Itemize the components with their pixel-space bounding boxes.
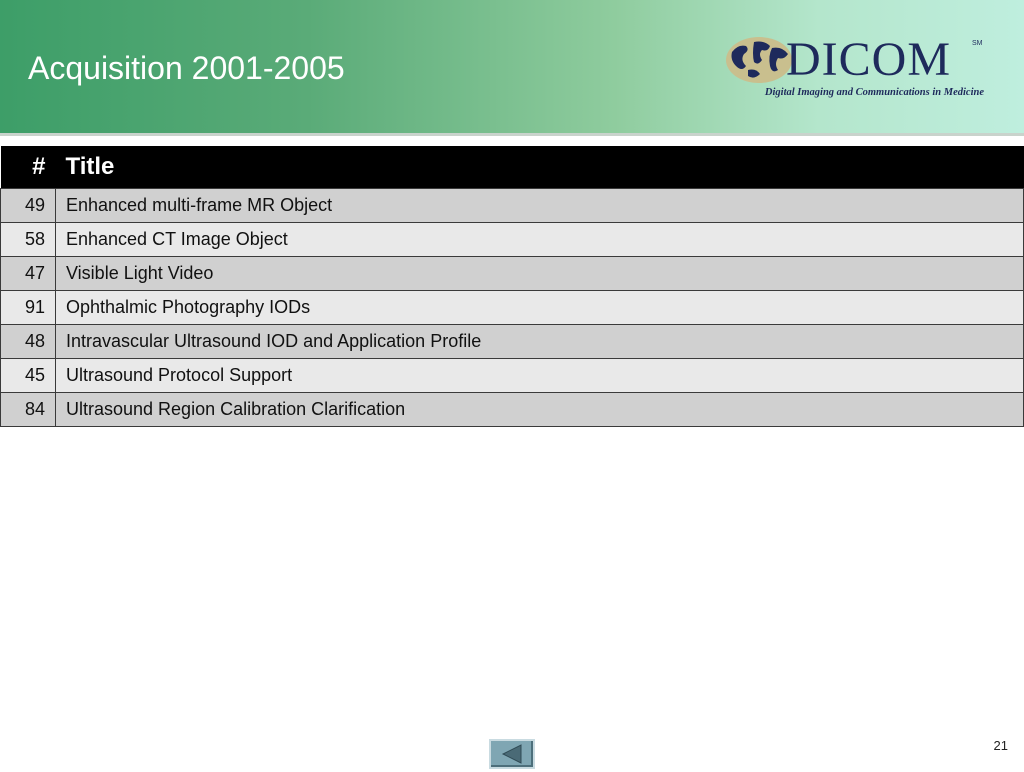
row-title: Visible Light Video: [56, 256, 1024, 290]
table-row: [1, 324, 1024, 358]
logo-wordmark: DICOM: [786, 33, 952, 86]
row-number: 91: [1, 290, 56, 324]
row-title: Enhanced multi-frame MR Object: [56, 188, 1024, 222]
back-arrow-icon: [491, 741, 533, 767]
row-number: 47: [1, 256, 56, 290]
table-row: [1, 392, 1024, 426]
row-title: Ophthalmic Photography IODs: [56, 290, 1024, 324]
row-number: 45: [1, 358, 56, 392]
row-title: Intravascular Ultrasound IOD and Application Profile: [56, 324, 1024, 358]
table-row: [1, 188, 1024, 222]
row-title: Enhanced CT Image Object: [56, 222, 1024, 256]
row-number: 58: [1, 222, 56, 256]
page-number: 21: [993, 738, 1008, 753]
acquisition-table: [0, 146, 1024, 427]
service-mark: SM: [972, 40, 983, 47]
row-number: 84: [1, 392, 56, 426]
column-header-title: Title: [56, 146, 1024, 188]
logo-tagline: Digital Imaging and Communications in Medicine: [764, 87, 984, 98]
row-number: 49: [1, 188, 56, 222]
page-title: Acquisition 2001-2005: [28, 50, 345, 86]
previous-slide-button[interactable]: [489, 739, 535, 769]
table-row: [1, 358, 1024, 392]
dicom-logo: [724, 34, 986, 104]
table-row: [1, 290, 1024, 324]
row-title: Ultrasound Region Calibration Clarification: [56, 392, 1024, 426]
table-row: [1, 222, 1024, 256]
title-banner: [0, 0, 1024, 136]
table-header-row: [1, 146, 1024, 188]
table-row: [1, 256, 1024, 290]
globe-icon: [724, 34, 794, 86]
row-number: 48: [1, 324, 56, 358]
column-header-number: #: [1, 146, 56, 188]
row-title: Ultrasound Protocol Support: [56, 358, 1024, 392]
